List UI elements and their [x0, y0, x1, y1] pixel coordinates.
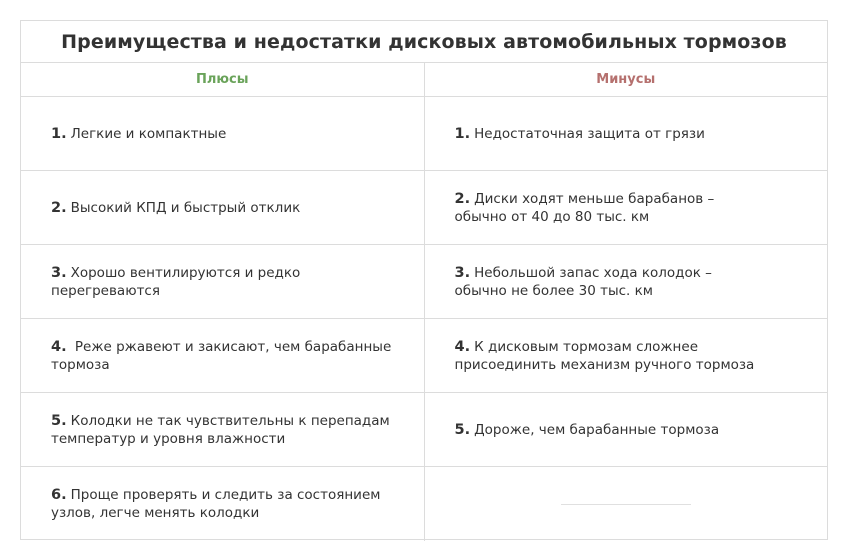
con-text: К дисковым тормозам сложнее присоединить механизм ручного тормоза: [454, 338, 755, 373]
con-text: Диски ходят меньше барабанов – обычно от 40 до 80 тыс. км: [454, 190, 715, 225]
table-row: [21, 393, 827, 467]
con-text: Небольшой запас хода колодок – обычно не более 30 тыс. км: [454, 264, 712, 299]
pro-text: Хорошо вентилируются и редко перегреваются: [51, 264, 301, 299]
pro-text: Легкие и компактные: [70, 125, 227, 142]
pro-number: 5.: [51, 412, 67, 429]
cons-header: Минусы: [596, 72, 656, 87]
con-cell: [425, 97, 828, 170]
comparison-table: [20, 20, 828, 540]
pro-cell: [21, 393, 425, 466]
pro-cell: [21, 97, 425, 170]
con-number: 1.: [454, 125, 471, 142]
empty-divider: [561, 504, 691, 505]
table-row: [21, 319, 827, 393]
con-text: Недостаточная защита от грязи: [474, 125, 705, 142]
pro-number: 4.: [51, 338, 67, 355]
pro-cell: [21, 467, 425, 541]
pros-header: Плюсы: [21, 63, 425, 96]
table-title: Преимущества и недостатки дисковых автомобильных тормозов: [61, 30, 787, 53]
con-cell: [425, 393, 828, 466]
con-cell: [425, 319, 828, 392]
con-cell-empty: [425, 467, 828, 541]
con-cell: [425, 171, 828, 244]
pro-number: 1.: [51, 125, 67, 142]
pro-cell: [21, 319, 425, 392]
table-row: [21, 245, 827, 319]
con-text: Дороже, чем барабанные тормоза: [474, 421, 720, 438]
table-row: [21, 467, 827, 541]
pro-number: 6.: [51, 487, 67, 503]
con-cell: [425, 245, 828, 318]
pro-cell: [21, 171, 425, 244]
con-number: 2.: [454, 190, 471, 207]
con-number: 4.: [454, 338, 471, 355]
pro-number: 3.: [51, 264, 67, 281]
pro-text: Высокий КПД и быстрый отклик: [70, 199, 301, 216]
table-row: [21, 97, 827, 171]
title-row: [21, 21, 827, 63]
table-row: [21, 171, 827, 245]
pro-text: Реже ржавеют и закисают, чем барабанные тормоза: [51, 338, 392, 373]
con-number: 3.: [454, 264, 471, 281]
pro-text: Проще проверять и следить за состоянием узлов, легче менять колодки: [51, 487, 381, 521]
header-row: [21, 63, 827, 97]
pro-cell: [21, 245, 425, 318]
con-number: 5.: [454, 421, 471, 438]
pro-text: Колодки не так чувствительны к перепадам температур и уровня влажности: [51, 412, 390, 447]
pro-number: 2.: [51, 199, 67, 216]
